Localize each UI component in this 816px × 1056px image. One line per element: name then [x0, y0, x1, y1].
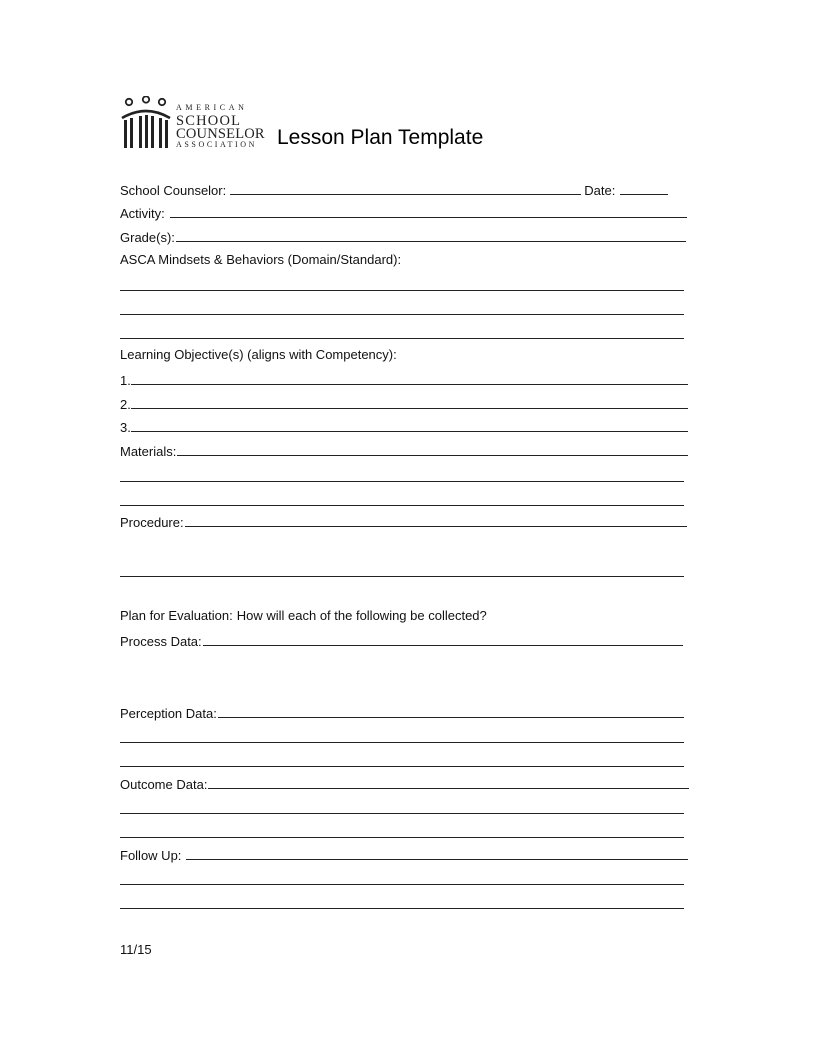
asca-line-3[interactable]	[120, 338, 684, 339]
learning-objectives-label: Learning Objective(s) (aligns with Competency):	[120, 347, 397, 362]
logo-line-association: ASSOCIATION	[176, 140, 258, 149]
materials-label: Materials:	[120, 444, 177, 459]
page-title: Lesson Plan Template	[277, 126, 484, 149]
process-data-field[interactable]	[203, 632, 683, 646]
objective-1-field[interactable]	[131, 371, 688, 385]
grades-row	[120, 228, 686, 246]
procedure-line-2[interactable]	[120, 576, 684, 577]
plan-for-evaluation-row	[120, 608, 487, 624]
outcome-data-field[interactable]	[208, 775, 689, 789]
footer-date-code: 11/15	[120, 942, 152, 957]
school-counselor-field[interactable]	[230, 181, 581, 195]
follow-up-label: Follow Up:	[120, 848, 182, 863]
follow-up-line-3[interactable]	[120, 908, 684, 909]
objective-3-label: 3.	[120, 420, 131, 435]
outcome-data-label: Outcome Data:	[120, 777, 208, 792]
logo-line-american: AMERICAN	[176, 103, 248, 112]
follow-up-line-2[interactable]	[120, 884, 684, 885]
plan-for-evaluation-label: Plan for Evaluation:	[120, 608, 233, 623]
learning-objectives-row	[120, 347, 397, 363]
outcome-data-line-2[interactable]	[120, 813, 684, 814]
materials-line-2[interactable]	[120, 481, 684, 482]
asca-label: ASCA Mindsets & Behaviors (Domain/Standard):	[120, 252, 402, 267]
objective-1-row	[120, 371, 688, 389]
objective-2-label: 2.	[120, 397, 131, 412]
grades-field[interactable]	[176, 228, 686, 242]
perception-data-line-3[interactable]	[120, 766, 684, 767]
objective-3-field[interactable]	[131, 418, 688, 432]
objective-1-label: 1.	[120, 373, 131, 388]
activity-field[interactable]	[170, 204, 687, 218]
process-data-row	[120, 632, 683, 650]
activity-label: Activity:	[120, 206, 165, 221]
perception-data-field[interactable]	[218, 704, 684, 718]
materials-field[interactable]	[177, 442, 688, 456]
procedure-field[interactable]	[185, 513, 687, 527]
process-data-label: Process Data:	[120, 634, 202, 649]
asca-logo	[120, 96, 270, 154]
asca-line-2[interactable]	[120, 314, 684, 315]
perception-data-row	[120, 704, 684, 722]
procedure-row	[120, 513, 687, 531]
materials-line-3[interactable]	[120, 505, 684, 506]
activity-row	[120, 204, 687, 222]
perception-data-line-2[interactable]	[120, 742, 684, 743]
outcome-data-line-3[interactable]	[120, 837, 684, 838]
logo-line-counselor: COUNSELOR	[176, 126, 265, 142]
asca-row	[120, 252, 401, 268]
asca-logo-icon	[120, 96, 172, 154]
procedure-label: Procedure:	[120, 515, 184, 530]
grades-label: Grade(s):	[120, 230, 175, 245]
objective-2-field[interactable]	[131, 395, 688, 409]
school-counselor-label: School Counselor:	[120, 183, 227, 198]
plan-for-evaluation-question: How will each of the following be collected?	[236, 608, 487, 623]
perception-data-label: Perception Data:	[120, 706, 217, 721]
materials-row	[120, 442, 688, 460]
logo-line-school: SCHOOL	[176, 113, 242, 129]
objective-3-row	[120, 418, 688, 436]
date-label: Date:	[584, 183, 616, 198]
objective-2-row	[120, 395, 688, 413]
outcome-data-row	[120, 775, 689, 793]
follow-up-row	[120, 846, 688, 864]
follow-up-field[interactable]	[186, 846, 688, 860]
logo-wordmark	[176, 104, 265, 151]
page-header	[120, 96, 640, 156]
date-field[interactable]	[620, 181, 668, 195]
school-counselor-row	[120, 181, 686, 199]
asca-line-1[interactable]	[120, 290, 684, 291]
